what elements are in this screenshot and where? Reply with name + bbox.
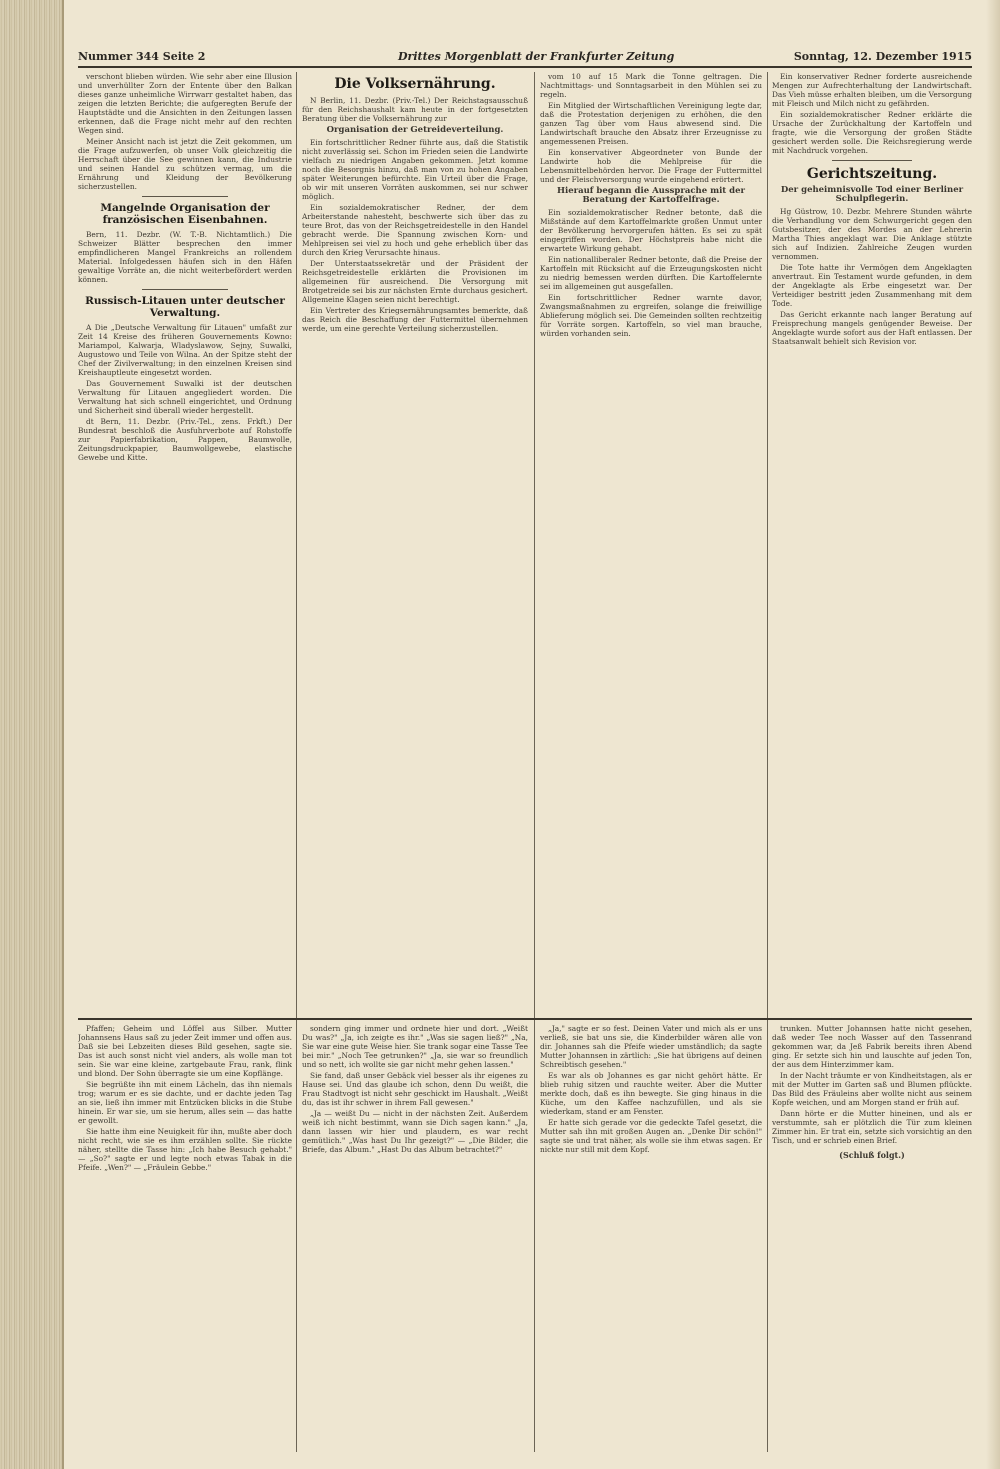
story-text: Pfaffen; Geheim und Löffel aus Silber. Mutter Johannsens Haus saß zu jeder Zeit immer und offen aus. Daß sie bei Lebzeiten dieses Bild gesehen, sagte sie. Das ist auch sonst nicht viel anders, als wolle man tot sein. Sie war eine kleine, zartgebaute Frau, rank, flink und blond. Der Sohn überragte sie um eine Kopflänge. xyxy=(78,1024,292,1078)
issue-date: Sonntag, 12. Dezember 1915 xyxy=(793,50,972,63)
article-headline: Russisch-Litauen unter deutscher Verwaltung. xyxy=(85,295,285,319)
article-text: Meiner Ansicht nach ist jetzt die Zeit gekommen, um die Frage aufzuwerfen, ob unser Volk gleichzeitig die Herrschaft über die See gewinnen kann, die Industrie und seinen Handel zu schützen vermag, um die Ernährung und Kleidung der Bevölkerung sicherzustellen. xyxy=(78,137,292,191)
article-headline: Die Volksernährung. xyxy=(334,76,496,92)
section-subheading: Organisation der Getreideverteilung. xyxy=(326,125,504,135)
article-headline: Der geheimnisvolle Tod einer Berliner Schulpflegerin. xyxy=(780,185,964,204)
page-edge-shadow xyxy=(986,0,1000,1469)
story-text: „Ja — weißt Du — nicht in der nächsten Zeit. Außerdem weiß ich nicht bestimmt, wann sie Dich sagen kann." „Ja, dann lassen wir hier und plaudern, es war recht gemütlich." „Was hast Du Ihr gezeigt?" — „Die Bilder, die Briefe, das Album." „Hast Du das Album betrachtet?" xyxy=(302,1109,528,1154)
article-text: Ein konservativer Abgeordneter von Bunde der Landwirte hob die Mehlpreise für die Lebensmittelbehörden hervor. Die Frage der Futtermittel und der Fleischversorgung wurde eingehend erörtert. xyxy=(540,148,762,184)
story-text: trunken. Mutter Johannsen hatte nicht gesehen, daß weder Tee noch Wasser auf den Tassenrand gekommen war, da Jeß Fabrik bereits ihren Abend ging. Er setzte sich hin und lauschte auf jeden Ton, der aus dem Hinterzimmer kam. xyxy=(772,1024,972,1069)
article-text: Ein fortschrittlicher Redner führte aus, daß die Statistik nicht zuverlässig sei. Schon im Frieden seien die Landwirte vielfach zu niedrigen Angaben gekommen. Jetzt komme noch die Besorgnis hinzu, daß man von zu hohen Angaben später Weiterungen befürchte. Ein Urteil über die Frage, ob wir mit unseren Vorräten auskommen, sei nur schwer möglich. xyxy=(302,138,528,201)
article-text: Ein Mitglied der Wirtschaftlichen Vereinigung legte dar, daß die Protestation derjenigen zu erhöhen, die den ganzen Tag über vom Haus abwesend sind. Die Landwirtschaft brauche den Absatz ihrer Erzeugnisse zu angemessenen Preisen. xyxy=(540,101,762,146)
story-text: Sie begrüßte ihn mit einem Lächeln, das ihn niemals trog; warum er es sie dachte, und er dachte jeden Tag an sie, ließ ihn immer mit Entzücken blicks in die Stube hinein. Er war sie, um sie herum, alles sein — das hatte er gewollt. xyxy=(78,1080,292,1125)
article-text: Hg Güstrow, 10. Dezbr. Mehrere Stunden währte die Verhandlung vor dem Schwurgericht gegen den Gutsbesitzer, der des Mordes an der Lehrerin Martha Thies angeklagt war. Die Anklage stützte sich auf Indizien. Zahlreiche Zeugen wurden vernommen. xyxy=(772,207,972,261)
article-text: Ein sozialdemokratischer Redner erklärte die Ursache der Zurückhaltung der Kartoffeln und fragte, wie die Versorgung der großen Städte gesichert werden solle. Die Reichsregierung werde mit Nachdruck vorgehen. xyxy=(772,110,972,155)
column-rule xyxy=(767,72,768,1452)
story-text: Es war als ob Johannes es gar nicht gehört hätte. Er blieb ruhig sitzen und rauchte weiter. Aber die Mutter merkte doch, daß es ihn bewegte. Sie ging hinaus in die Küche, um den Kaffee nachzufüllen, und als sie wiederkam, stand er am Fenster. xyxy=(540,1071,762,1116)
story-text: Sie fand, daß unser Gebäck viel besser als ihr eigenes zu Hause sei. Und das glaube ich schon, denn Du weißt, die Frau Stadtvogt ist nicht sehr geschickt im Haushalt. „Weißt du, das ist ihr schwer in ihrem Fall gewesen." xyxy=(302,1071,528,1107)
book-binding-edge xyxy=(0,0,64,1469)
page-number: Nummer 344 Seite 2 xyxy=(78,50,206,63)
article-text: Ein sozialdemokratischer Redner betonte, daß die Mißstände auf dem Kartoffelmarkte großen Unmut unter der Bevölkerung hervorgerufen hätten. Es sei zu spät eingegriffen worden. Der Höchstpreis habe nicht die erwartete Wirkung gehabt. xyxy=(540,208,762,253)
section-headline: Gerichtszeitung. xyxy=(806,166,938,182)
article-headline: Mangelnde Organisation der französischen Eisenbahnen. xyxy=(100,202,270,226)
continuation-note: (Schluß folgt.) xyxy=(839,1150,905,1160)
section-subheading: Hierauf begann die Aussprache mit der Beratung der Kartoffelfrage. xyxy=(556,186,746,205)
article-text: N Berlin, 11. Dezbr. (Priv.-Tel.) Der Reichstagsausschuß für den Reichshaushalt kam heute in der fortgesetzten Beratung über die Volksernährung zur xyxy=(302,96,528,123)
article-column-2 xyxy=(302,72,528,1012)
story-text: Er hatte sich gerade vor die gedeckte Tafel gesetzt, die Mutter sah ihn mit großen Augen an. „Denke Dir schön!" sagte sie und trat näher, als wolle sie ihm etwas sagen. Er nickte nur still mit dem Kopf. xyxy=(540,1118,762,1154)
story-text: „Ja," sagte er so fest. Deinen Vater und mich als er uns verließ, sie bat uns sie, die Kinderbilder wären alle von dir. Johannes sah die Pfeife wieder umständlich; da sagte Mutter Johannsen in zärtlich: „Sie hat übrigens auf deinen Schreibtisch gesehen." xyxy=(540,1024,762,1069)
story-text: Sie hatte ihm eine Neuigkeit für ihn, mußte aber doch nicht recht, wie sie es ihm erzählen sollte. Sie rückte näher, stellte die Tasse hin: „Ich habe Besuch gehabt." — „So?" sagte er und legte noch etwas Tabak in die Pfeife. „Wen?" — „Fräulein Gebbe." xyxy=(78,1127,292,1172)
column-rule xyxy=(534,72,535,1452)
story-text: Dann hörte er die Mutter hineinen, und als er verstummte, sah er plötzlich die Tür zum kleinen Zimmer hin. Er trat ein, setzte sich vorsichtig an den Tisch, und er schrieb einen Brief. xyxy=(772,1109,972,1145)
divider xyxy=(142,196,228,197)
divider xyxy=(142,289,228,290)
article-column-1 xyxy=(78,72,292,1012)
article-text: Bern, 11. Dezbr. (W. T.-B. Nichtamtlich.) Die Schweizer Blätter besprechen den immer empfindlicheren Mangel Frankreichs an rollendem Material. Infolgedessen häufen sich in den Häfen gewaltige Vorräte an, die nicht weiterbefördert werden können. xyxy=(78,230,292,284)
newspaper-page xyxy=(64,0,986,1469)
article-text: Der Unterstaatssekretär und der Präsident der Reichsgetreidestelle erklärten die Provisionen im allgemeinen für ausreichend. Die Versorgung mit Brotgetreide sei bis zur nächsten Ernte durchaus gesichert. Allgemeine Klagen seien nicht berechtigt. xyxy=(302,259,528,304)
article-text: Das Gouvernement Suwalki ist der deutschen Verwaltung für Litauen angegliedert worden. Die Verwaltung hat sich schnell eingerichtet, und Ordnung und Sicherheit sind überall wieder hergestellt. xyxy=(78,379,292,415)
feuilleton-column-1 xyxy=(78,1024,292,1454)
article-text: Die Tote hatte ihr Vermögen dem Angeklagten anvertraut. Ein Testament wurde gefunden, in dem der Angeklagte als Erbe eingesetzt war. Der Verteidiger bestritt jeden Zusammenhang mit dem Tode. xyxy=(772,263,972,308)
article-text: dt Bern, 11. Dezbr. (Priv.-Tel., zens. Frkft.) Der Bundesrat beschloß die Ausfuhrverbote auf Rohstoffe zur Papierfabrikation, Pappen, Baumwolle, Zeitungsdruckpapier, Baumwollgewebe, elastische Gewebe und Kitte. xyxy=(78,417,292,462)
column-rule xyxy=(296,72,297,1452)
feuilleton-rule xyxy=(78,1018,972,1020)
feuilleton-column-4 xyxy=(772,1024,972,1454)
story-text: In der Nacht träumte er von Kindheitstagen, als er mit der Mutter im Garten saß und Blumen pflückte. Das Bild des Fräuleins aber wollte nicht aus seinem Kopfe weichen, und am Morgen stand er früh auf. xyxy=(772,1071,972,1107)
story-text: sondern ging immer und ordnete hier und dort. „Weißt Du was?" „Ja, ich zeigte es ihr." „Was sie sagen ließ?" „Na, Sie war eine gute Weise hier. Sie trank sogar eine Tasse Tee bei mir." „Noch Tee getrunken?" „Ja, sie war so freundlich und so nett, ich wollte sie gar nicht mehr gehen lassen." xyxy=(302,1024,528,1069)
article-column-3 xyxy=(540,72,762,1012)
feuilleton-column-2 xyxy=(302,1024,528,1454)
article-column-4 xyxy=(772,72,972,1012)
article-text: vom 10 auf 15 Mark die Tonne geltragen. Die Nachtmittags- und Sonntagsarbeit in den Mühlen sei zu regeln. xyxy=(540,72,762,99)
divider xyxy=(832,160,912,161)
article-text: Das Gericht erkannte nach langer Beratung auf Freisprechung mangels genügender Beweise. Der Angeklagte wurde sofort aus der Haft entlassen. Der Staatsanwalt behielt sich Revision vor. xyxy=(772,310,972,346)
article-text: Ein konservativer Redner forderte ausreichende Mengen zur Aufrechterhaltung der Landwirtschaft. Das Vieh müsse erhalten bleiben, um die Versorgung mit Fleisch und Milch nicht zu gefährden. xyxy=(772,72,972,108)
page-header xyxy=(78,48,972,68)
newspaper-title: Drittes Morgenblatt der Frankfurter Zeitung xyxy=(398,50,675,63)
article-text: Ein nationalliberaler Redner betonte, daß die Preise der Kartoffeln mit Rücksicht auf die Erzeugungskosten nicht zu niedrig bemessen werden dürften. Die Kartoffelernte sei im allgemeinen gut ausgefallen. xyxy=(540,255,762,291)
article-text: verschont blieben würden. Wie sehr aber eine Illusion und unverhüllter Zorn der Entente über den Balkan dieses ganze unheimliche Wirrwarr gestaltet haben, das zeigen die letzten Berichte; die aufgeregten Berufe der Hauptstädte und die Ansichten in den Zeitungen lassen erkennen, daß die Frage nicht mehr auf den rechten Wegen sind. xyxy=(78,72,292,135)
feuilleton-column-3 xyxy=(540,1024,762,1454)
article-text: Ein Vertreter des Kriegsernährungsamtes bemerkte, daß das Reich die Beschaffung der Futtermittel übernehmen werde, um eine gerechte Verteilung sicherzustellen. xyxy=(302,306,528,333)
article-text: A Die „Deutsche Verwaltung für Litauen" umfaßt zur Zeit 14 Kreise des früheren Gouvernements Kowno: Mariampol, Kalwarja, Wladyslawow, Sejny, Suwalki, Augustowo und Teile von Wilna. An der Spitze steht der Chef der Zivilverwaltung; in den einzelnen Kreisen sind Kreishauptleute eingesetzt worden. xyxy=(78,323,292,377)
article-text: Ein sozialdemokratischer Redner, der dem Arbeiterstande nahesteht, beschwerte sich über das zu teure Brot, das von der Reichsgetreidestelle in den Handel gebracht werde. Die Spannung zwischen Korn- und Mehlpreisen sei viel zu hoch und gehe erheblich über das durch den Krieg Verursachte hinaus. xyxy=(302,203,528,257)
article-text: Ein fortschrittlicher Redner warnte davor, Zwangsmaßnahmen zu ergreifen, solange die freiwillige Ablieferung möglich sei. Die Gemeinden sollten rechtzeitig für Vorräte sorgen. Kartoffeln, so viel man brauche, würden vorhanden sein. xyxy=(540,293,762,338)
